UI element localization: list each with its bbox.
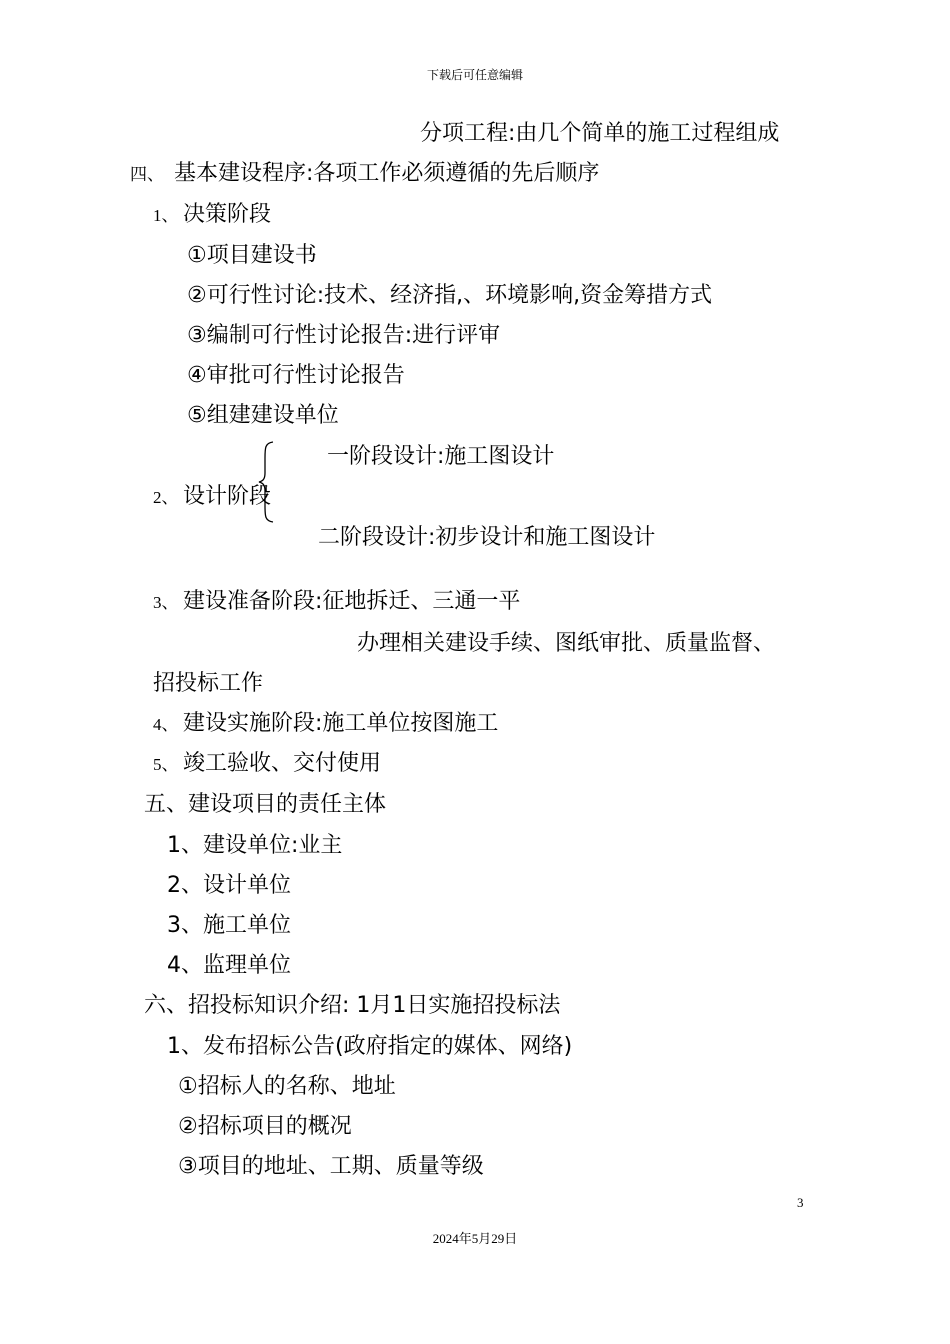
text-line: 1、建设单位:业主 — [167, 833, 343, 858]
page-header: 下载后可任意编辑 — [426, 68, 523, 82]
text-line: 决策阶段 — [183, 202, 272, 227]
text-line: ③项目的地址、工期、质量等级 — [178, 1154, 484, 1179]
text-line: ⑤组建建设单位 — [187, 403, 339, 428]
item-number: 3、 — [153, 593, 179, 612]
section-heading: 六、招投标知识介绍: 1月1日实施招投标法 — [144, 993, 561, 1018]
text-line: ①招标人的名称、地址 — [178, 1074, 396, 1099]
text-line: 招投标工作 — [153, 671, 264, 696]
item-number: 1、 — [153, 206, 179, 225]
text-line: 分项工程:由几个简单的施工过程组成 — [420, 121, 780, 146]
text-line: 办理相关建设手续、图纸审批、质量监督、 — [357, 631, 776, 656]
item-number: 2、 — [153, 488, 179, 507]
curly-brace-icon — [257, 440, 279, 524]
text-line: ②招标项目的概况 — [178, 1114, 352, 1139]
text-line: ③编制可行性讨论报告:进行评审 — [187, 323, 501, 348]
page-number: 3 — [797, 1195, 804, 1210]
text-line: ④审批可行性讨论报告 — [187, 363, 405, 388]
section-number: 四、 — [130, 165, 164, 184]
text-line: ②可行性讨论:技术、经济指,、环境影响,资金筹措方式 — [187, 283, 713, 308]
item-number: 4、 — [153, 715, 179, 734]
text-line: 建设准备阶段:征地拆迁、三通一平 — [183, 589, 521, 614]
text-line: 建设实施阶段:施工单位按图施工 — [183, 711, 499, 736]
text-line: 二阶段设计:初步设计和施工图设计 — [318, 525, 656, 550]
footer-date: 2024年5月29日 — [432, 1231, 518, 1246]
text-line: 2、设计单位 — [167, 873, 291, 898]
text-line: 4、监理单位 — [167, 953, 291, 978]
text-line: ①项目建设书 — [187, 243, 317, 268]
text-line: 竣工验收、交付使用 — [183, 751, 382, 776]
text-line: 一阶段设计:施工图设计 — [327, 444, 555, 469]
item-number: 5、 — [153, 755, 179, 774]
section-heading: 五、建设项目的责任主体 — [144, 792, 387, 817]
section-heading: 基本建设程序:各项工作必须遵循的先后顺序 — [174, 161, 600, 186]
text-line: 1、发布招标公告(政府指定的媒体、网络) — [167, 1034, 573, 1059]
text-line: 设计阶段 — [183, 484, 272, 509]
text-line: 3、施工单位 — [167, 913, 291, 938]
